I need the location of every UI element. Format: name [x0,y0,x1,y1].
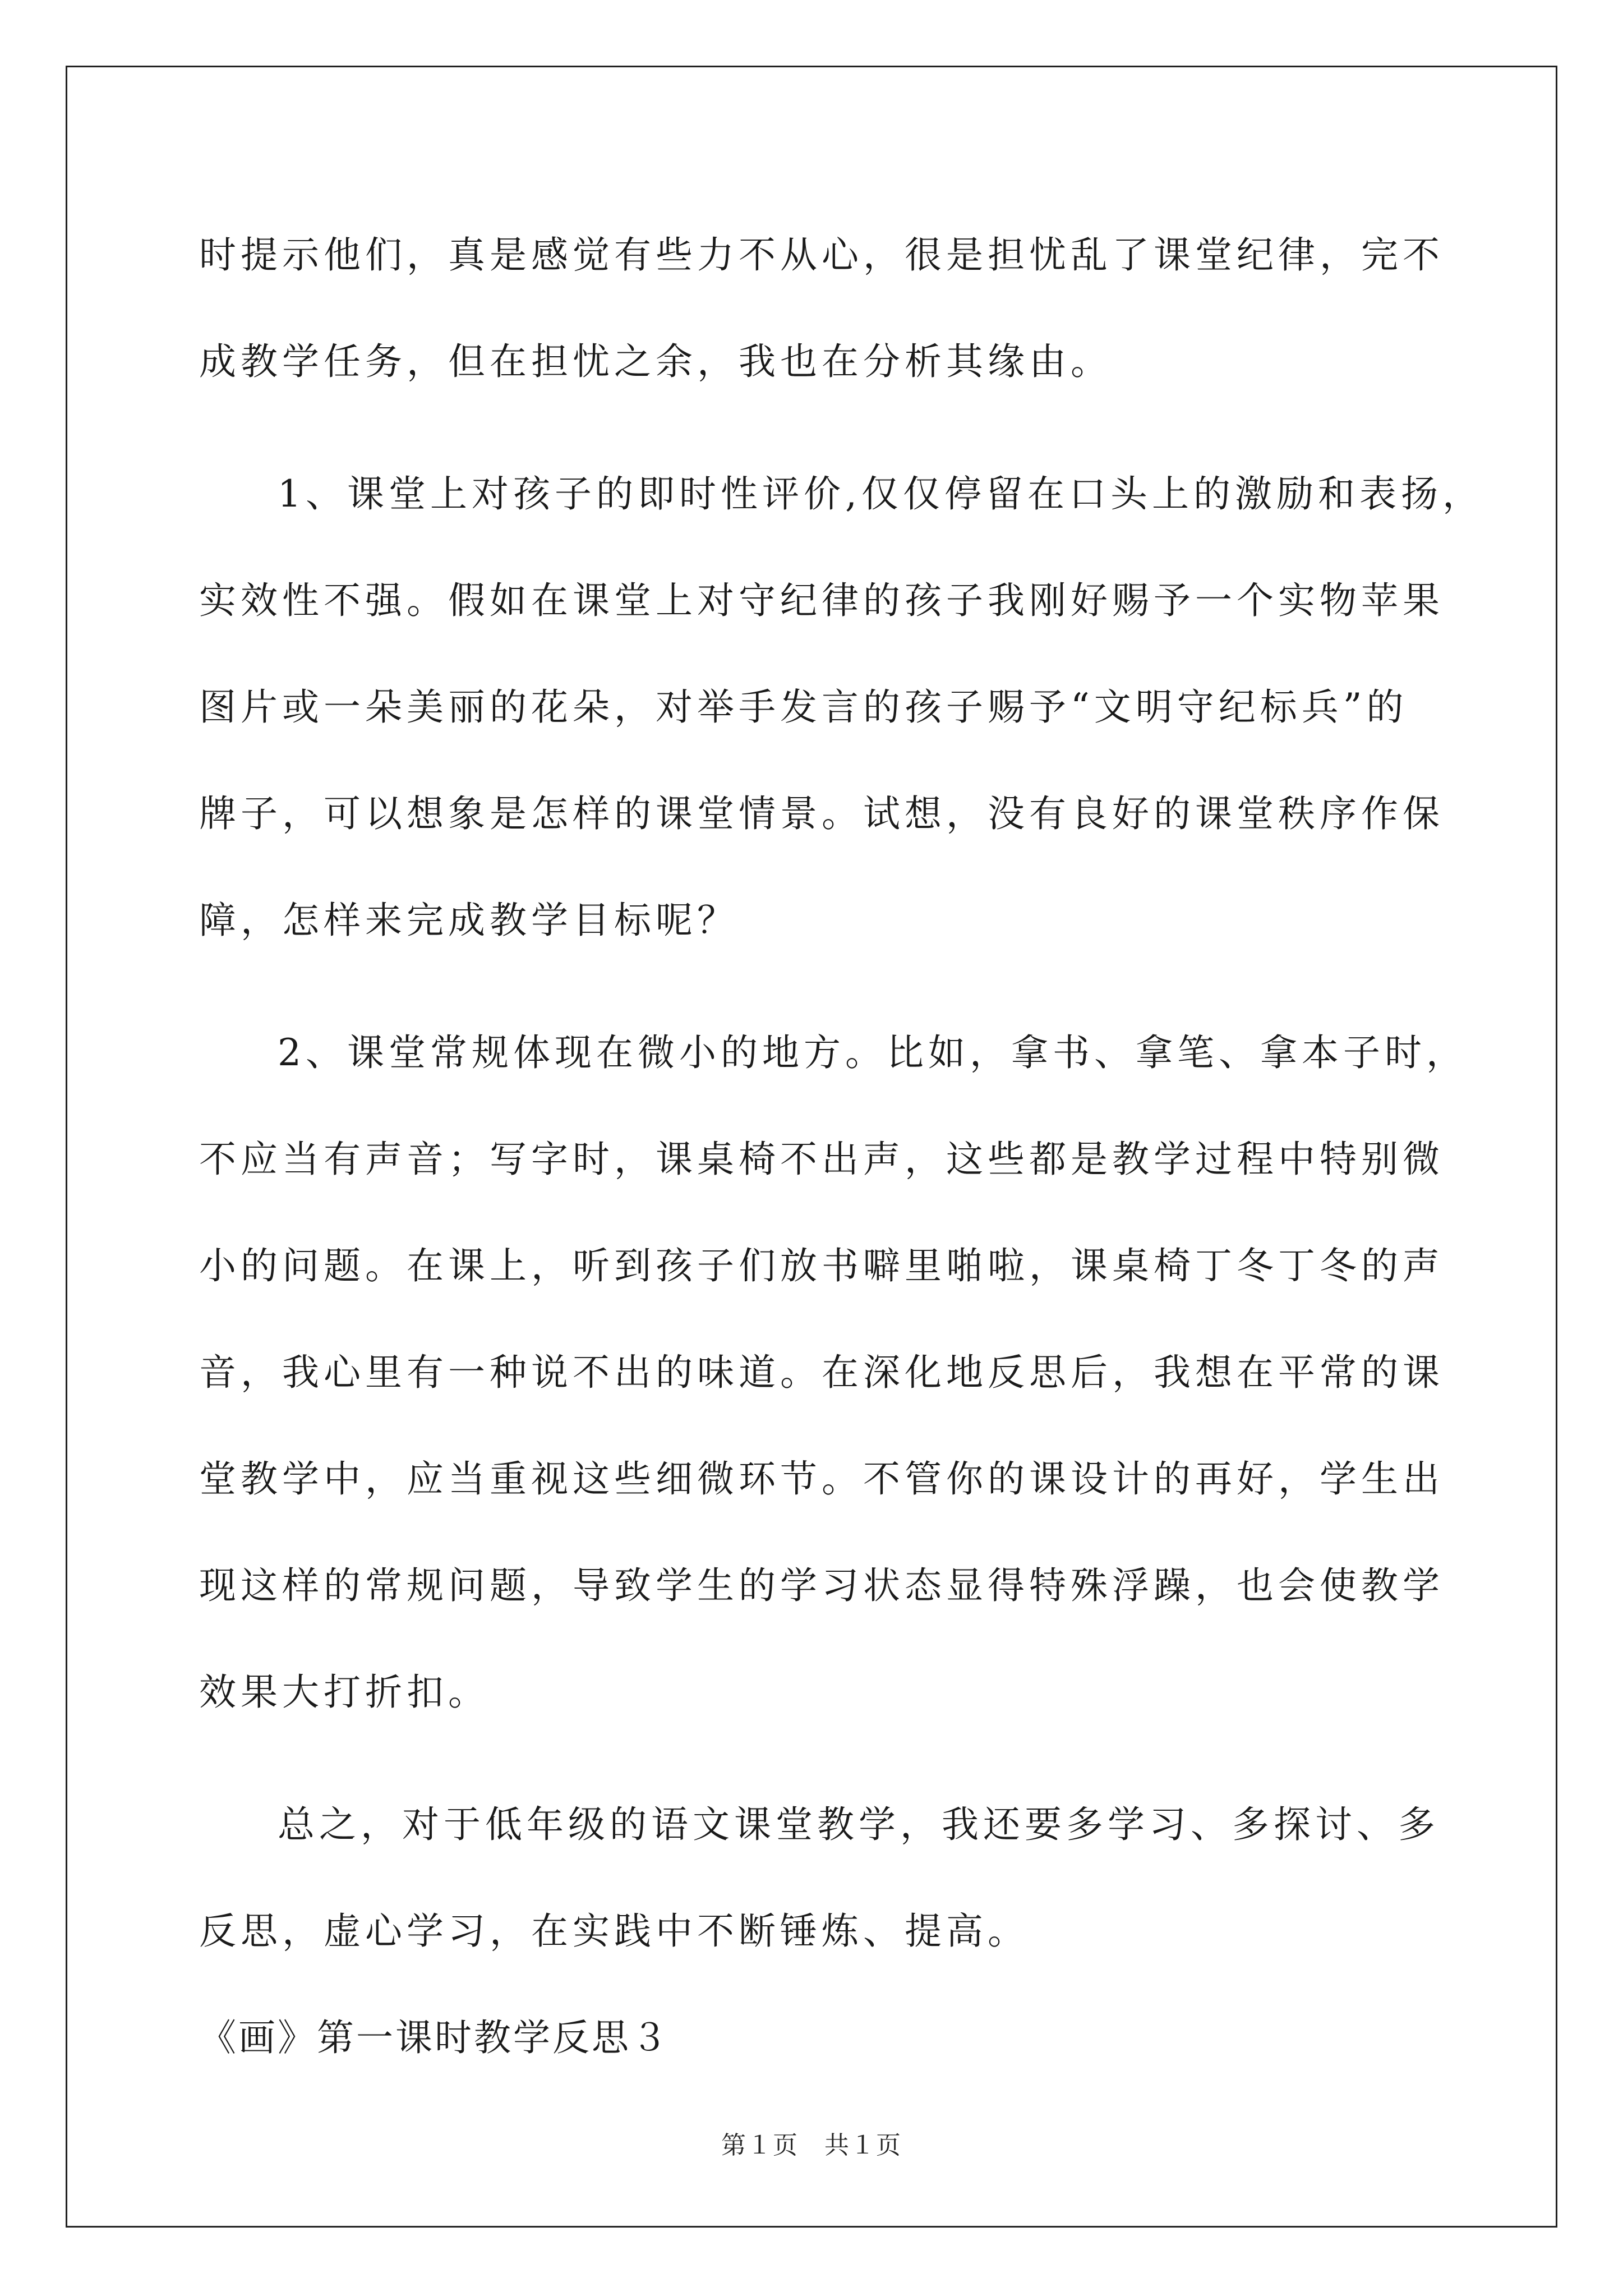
text-line: 小的问题。在课上，听到孩子们放书噼里啪啦，课桌椅丁冬丁冬的声 [199,1244,1444,1287]
text-line: 反思，虚心学习，在实践中不断锤炼、提高。 [199,1910,1029,1953]
paragraph [199,441,1484,974]
paragraph [199,1772,1440,1985]
text-line: 1、课堂上对孩子的即时性评价,仅仅停留在口头上的激励和表扬， [278,472,1484,516]
text-line: 实效性不强。假如在课堂上对守纪律的孩子我刚好赐予一个实物苹果 [199,579,1444,622]
text-line: 图片或一朵美丽的花朵，对举手发言的孩子赐予“文明守纪标兵”的 [199,685,1408,729]
document-body [199,202,1484,2091]
text-line: 2、课堂常规体现在微小的地方。比如，拿书、拿笔、拿本子时， [278,1031,1468,1074]
text-line: 效果大打折扣。 [199,1671,490,1714]
section-heading: 《画》第一课时教学反思３ [199,2016,670,2059]
page-number-footer: 第１页 共１页 [721,2131,902,2160]
text-line: 时提示他们，真是感觉有些力不从心，很是担忧乱了课堂纪律，完不 [199,233,1444,277]
text-line: 堂教学中，应当重视这些细微环节。不管你的课设计的再好，学生出 [199,1457,1444,1501]
text-line: 成教学任务，但在担忧之余，我也在分析其缘由。 [199,340,1112,383]
text-line: 现这样的常规问题，导致学生的学习状态显得特殊浮躁，也会使教学 [199,1564,1444,1607]
text-line: 音，我心里有一种说不出的味道。在深化地反思后，我想在平常的课 [199,1351,1444,1394]
paragraph [199,202,1444,415]
paragraph [199,1000,1468,1746]
text-line: 障，怎样来完成教学目标呢？ [199,899,739,942]
text-line: 总之，对于低年级的语文课堂教学，我还要多学习、多探讨、多 [278,1803,1440,1846]
text-line: 不应当有声音；写字时，课桌椅不出声，这些都是教学过程中特别微 [199,1138,1444,1181]
text-line: 牌子，可以想象是怎样的课堂情景。试想，没有良好的课堂秩序作保 [199,792,1444,835]
